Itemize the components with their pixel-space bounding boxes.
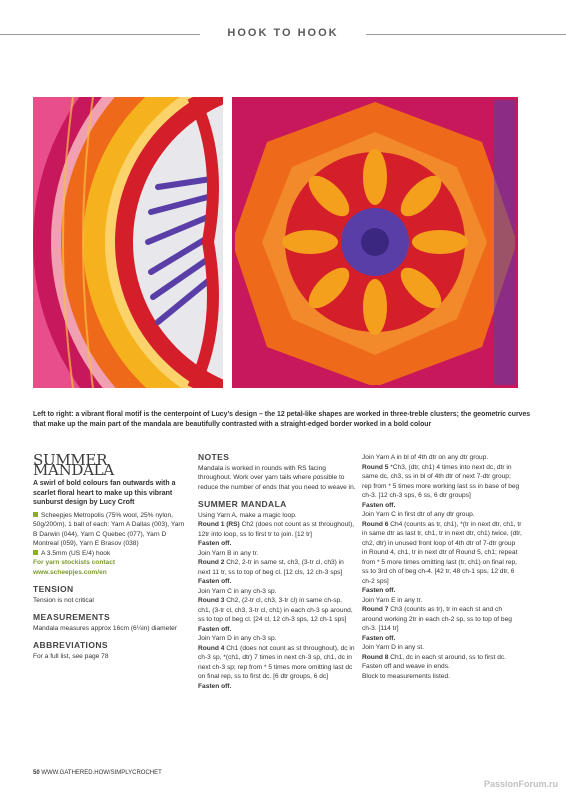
page-number: 50 <box>33 770 40 776</box>
footer-url[interactable]: WWW.GATHERED.HOW/SIMPLYCROCHET <box>41 770 162 776</box>
left-column <box>33 451 185 661</box>
pattern-line: Round 4 Ch1 (does not count as st throughout), dc in ch-3 sp, *(ch1, dtr) 7 times in next ch-3 sp, ch1, dc in next ch-3 sp; rep from * 5 times more omitting last dc on final rep, ss to first dc. [6 dtr groups, 6 dc] <box>198 644 355 680</box>
notes-text: Mandala is worked in rounds with RS facing throughout. Work over yarn tails where possible to reduce the number of ends that you need to weave in. <box>198 464 356 491</box>
mandala-edge-illustration <box>33 97 223 388</box>
pattern-line: Round 1 (RS) Ch2 (does not count as st throughout), 12tr into loop, ss to first tr to join. [12 tr] <box>198 521 355 538</box>
pattern-line: Fasten off. <box>362 501 396 509</box>
pattern-title: SUMMER MANDALA <box>33 451 114 479</box>
middle-column <box>198 453 356 691</box>
pattern-line: Fasten off. <box>362 634 396 642</box>
round-label: Round 4 <box>198 644 225 652</box>
materials-item: Scheepjes Metropolis (75% wool, 25% nylon, 50g/200m), 1 ball of each: Yarn A Dallas (003), Yarn B Darwin (044), Yarn C Quebec (077), Yarn D Montreal (059), Yarn E Brasov (038) <box>33 511 185 547</box>
round-label: Round 2 <box>198 559 225 566</box>
section-header <box>0 27 566 39</box>
pattern-line: Fasten off. <box>362 587 396 594</box>
mandala-centre-photo <box>232 97 518 388</box>
pattern-line: Fasten off and weave in ends. <box>362 663 450 670</box>
pattern-line: Join Yarn D in any ch-3 sp. <box>198 635 277 642</box>
pattern-line: Block to measurements listed. <box>362 672 450 680</box>
stockists-link[interactable]: www.scheepjes.com/en <box>33 568 107 576</box>
page-footer <box>33 770 162 776</box>
bullet-square-icon <box>33 512 38 517</box>
bullet-square-icon <box>33 550 38 555</box>
pattern-line: Round 3 Ch2, (2-tr cl, ch3, 3-tr cl) in same ch-sp, ch1, (3-tr cl, ch3, 3-tr cl, ch1) in each ch-3 sp around, ss to top of beg cl. [24 cl, 12 ch-3 sps, 12 ch-1 sps] <box>198 597 353 623</box>
pattern-heading: SUMMER MANDALA <box>198 499 287 509</box>
measurements-text: Mandala measures approx 16cm (6¼in) diameter <box>33 624 178 632</box>
tension-heading: TENSION <box>33 584 74 594</box>
pattern-line: Round 6 Ch4 (counts as tr, ch1), *(tr in next dtr, ch1, tr in same dtr as last tr, ch1, tr in next dtr, ch1) twice, (dtr, ch2, dtr) in unused front loop of 4th dtr of 7-dtr group in Round 4, ch1, tr in next dtr of Round 5, ch1; repeat from * 5 more times omitting last (tr, ch1) on final rep, ss to 3rd ch of beg ch-4. [42 tr, 48 ch-1 sps, 12 dtr, 6 ch-2 sps] <box>362 520 522 585</box>
pattern-line: Join Yarn E in any tr. <box>362 596 423 604</box>
abbreviations-heading: ABBREVIATIONS <box>33 640 108 650</box>
right-column <box>362 453 522 681</box>
pattern-line: Fasten off. <box>198 682 232 690</box>
measurements-heading: MEASUREMENTS <box>33 612 111 622</box>
notes-heading: NOTES <box>198 452 230 462</box>
round-label: Round 8 <box>362 653 389 661</box>
watermark: PassionForum.ru <box>483 779 558 789</box>
pattern-line: Fasten off. <box>198 578 232 585</box>
pattern-line: Join Yarn B in any tr. <box>198 549 259 557</box>
pattern-line: Using Yarn A, make a magic loop. <box>198 511 297 519</box>
stockists-label: For yarn stockists contact <box>33 559 116 566</box>
round-label: Round 5 <box>362 463 389 471</box>
round-label: Round 3 <box>198 597 225 604</box>
pattern-line: Join Yarn C in any ch-3 sp. <box>198 587 277 595</box>
pattern-line: Join Yarn A in bl of 4th dtr on any dtr group. <box>362 454 489 461</box>
pattern-line: Round 7 Ch3 (counts as tr), tr in each st and ch around working 2tr in each ch-2 sp, ss to top of beg ch-3. [114 tr] <box>362 606 512 632</box>
mandala-centre-illustration <box>232 97 518 388</box>
mandala-edge-photo <box>33 97 223 388</box>
round-label: Round 1 (RS) <box>198 521 240 528</box>
round-label: Round 7 <box>362 606 389 613</box>
section-header-text: HOOK TO HOOK <box>219 27 346 39</box>
pattern-line: Fasten off. <box>198 625 232 633</box>
pattern-line: Round 2 Ch2, 2-tr in same st, ch3, (3-tr cl, ch3) in next 11 tr, ss to top of beg cl. [12 cls, 12 ch-3 sps] <box>198 559 344 576</box>
round-label: Round 6 <box>362 520 389 528</box>
tension-text: Tension is not critical <box>33 596 94 604</box>
pattern-line: Join Yarn C in first dtr of any dtr group. <box>362 511 475 518</box>
abbreviations-text: For a full list, see page 78 <box>33 652 109 660</box>
pattern-line: Join Yarn D in any st. <box>362 644 425 651</box>
photo-caption: Left to right: a vibrant floral motif is the centerpoint of Lucy’s design – the 12 petal-like shapes are worked in three-treble clusters; the geometric curves that make up the main part of the mandala are beautifully contrasted with a straight-edged border worked in a bold colour <box>33 411 531 428</box>
pattern-line: Fasten off. <box>198 540 232 547</box>
pattern-line: Round 8 Ch1, dc in each st around, ss to first dc. <box>362 653 507 661</box>
pattern-intro: A swirl of bold colours fan outwards with a scarlet floral heart to make up this vibrant sunburst design by Lucy Croft <box>33 480 176 506</box>
pattern-line: Round 5 *Ch3, (dtr, ch1) 4 times into next dc, dtr in same dc, ch3, ss in bl of 4th dtr of next 7-dtr group; rep from * 5 times more working last ss in base of beg ch-3. [12 ch-3 sps, 6 ss, 6 dtr groups] <box>362 463 520 499</box>
materials-item: A 3.5mm (US E/4) hook <box>33 549 185 559</box>
